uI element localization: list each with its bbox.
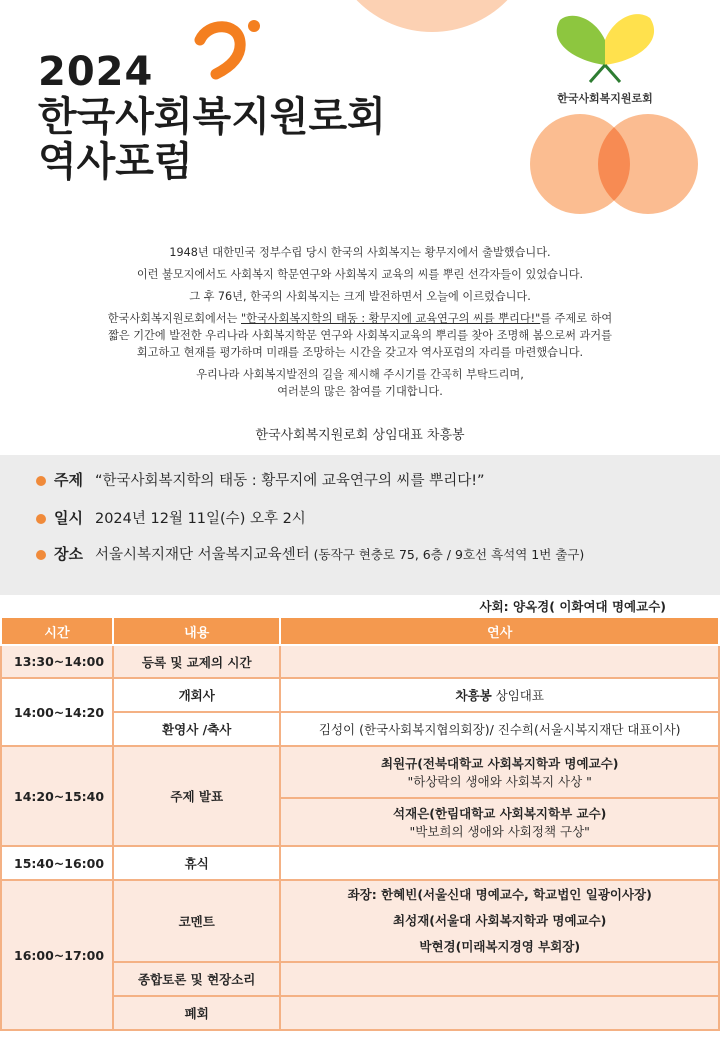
header-time: 시간 bbox=[1, 617, 113, 645]
organization-logo bbox=[540, 10, 670, 110]
bullet-icon bbox=[36, 550, 46, 560]
table-row: 폐회 bbox=[1, 996, 719, 1030]
svg-text:한국사회복지원로회: 한국사회복지원로회 bbox=[557, 92, 653, 105]
schedule-table bbox=[0, 616, 720, 1031]
event-info-box bbox=[0, 455, 720, 595]
page-title bbox=[38, 50, 386, 184]
intro-message bbox=[40, 244, 680, 400]
moderator-label: 사회: 양옥경( 이화여대 명예교수) bbox=[479, 599, 666, 614]
bullet-icon bbox=[36, 476, 46, 486]
intro-line: 회고하고 현재를 평가하며 미래를 조망하는 시간을 갖고자 역사포럼의 자리를 마련했습니다. bbox=[136, 346, 584, 359]
signature: 한국사회복지원로회 상임대표 차흥봉 bbox=[255, 428, 465, 443]
info-date: 일시 2024년 12월 11일(수) 오후 2시 bbox=[36, 507, 306, 528]
intro-line: 우리나라 사회복지발전의 길을 제시해 주시기를 간곡히 부탁드리며, bbox=[196, 368, 524, 381]
intro-line: 여러분의 많은 참여를 기대합니다. bbox=[277, 385, 443, 398]
intro-line: 이런 불모지에서도 사회복지 학문연구와 사회복지 교육의 씨를 뿌린 선각자들이 있었습니다. bbox=[136, 268, 584, 281]
intro-line: 한국사회복지원로회에서는 "한국사회복지학의 태동 : 황무지에 교육연구의 씨를 뿌리다!"를 주제로 하여 bbox=[107, 312, 613, 325]
title-event: 역사포럼 bbox=[38, 138, 193, 185]
decorative-top-circle bbox=[327, 0, 537, 32]
bullet-icon bbox=[36, 514, 46, 524]
table-row: 16:00~17:00 코멘트 좌장: 한혜빈(서울신대 명예교수, 학교법인 일광이사장) 최성재(서울대 사회복지학과 명예교수) 박현경(미래복지경영 부회장) bbox=[1, 880, 719, 962]
title-year: 2024 bbox=[38, 49, 154, 95]
table-row: 석재은(한림대학교 사회복지학부 교수) "박보희의 생애와 사회정책 구상" bbox=[1, 798, 719, 846]
intro-line: 짧은 기간에 발전한 우리나라 사회복지학문 연구와 사회복지교육의 뿌리를 찾아 조명해 봄으로써 과거를 bbox=[108, 329, 612, 342]
table-row: 13:30~14:00 등록 및 교제의 시간 bbox=[1, 645, 719, 678]
decorative-circle-right bbox=[598, 114, 698, 214]
intro-line: 1948년 대한민국 정부수립 당시 한국의 사회복지는 황무지에서 출발했습니다. bbox=[169, 246, 551, 259]
table-row: 14:20~15:40 주제 발표 최원규(전북대학교 사회복지학과 명예교수) "하상락의 생애와 사회복지 사상 " bbox=[1, 746, 719, 798]
header-content: 내용 bbox=[113, 617, 280, 645]
table-row: 환영사 /축사 김성이 (한국사회복지협의회장)/ 진수희(서울시복지재단 대표이사) bbox=[1, 712, 719, 746]
info-topic: 주제 “한국사회복지학의 태동 : 황무지에 교육연구의 씨를 뿌리다!” bbox=[36, 469, 485, 490]
info-place: 장소 서울시복지재단 서울복지교육센터 (동작구 현충로 75, 6층 / 9호선 흑석역 1번 출구) bbox=[36, 543, 584, 564]
table-row: 14:00~14:20 개회사 차흥봉 상임대표 bbox=[1, 678, 719, 712]
title-organization: 한국사회복지원로회 bbox=[38, 93, 386, 140]
table-row: 15:40~16:00 휴식 bbox=[1, 846, 719, 880]
intro-line: 그 후 76년, 한국의 사회복지는 크게 발전하면서 오늘에 이르렀습니다. bbox=[189, 290, 531, 303]
table-header-row bbox=[1, 617, 719, 645]
table-row: 종합토론 및 현장소리 bbox=[1, 962, 719, 996]
intro-theme-underlined: "한국사회복지학의 태동 : 황무지에 교육연구의 씨를 뿌리다!" bbox=[241, 312, 541, 325]
header-speaker: 연사 bbox=[280, 617, 719, 645]
